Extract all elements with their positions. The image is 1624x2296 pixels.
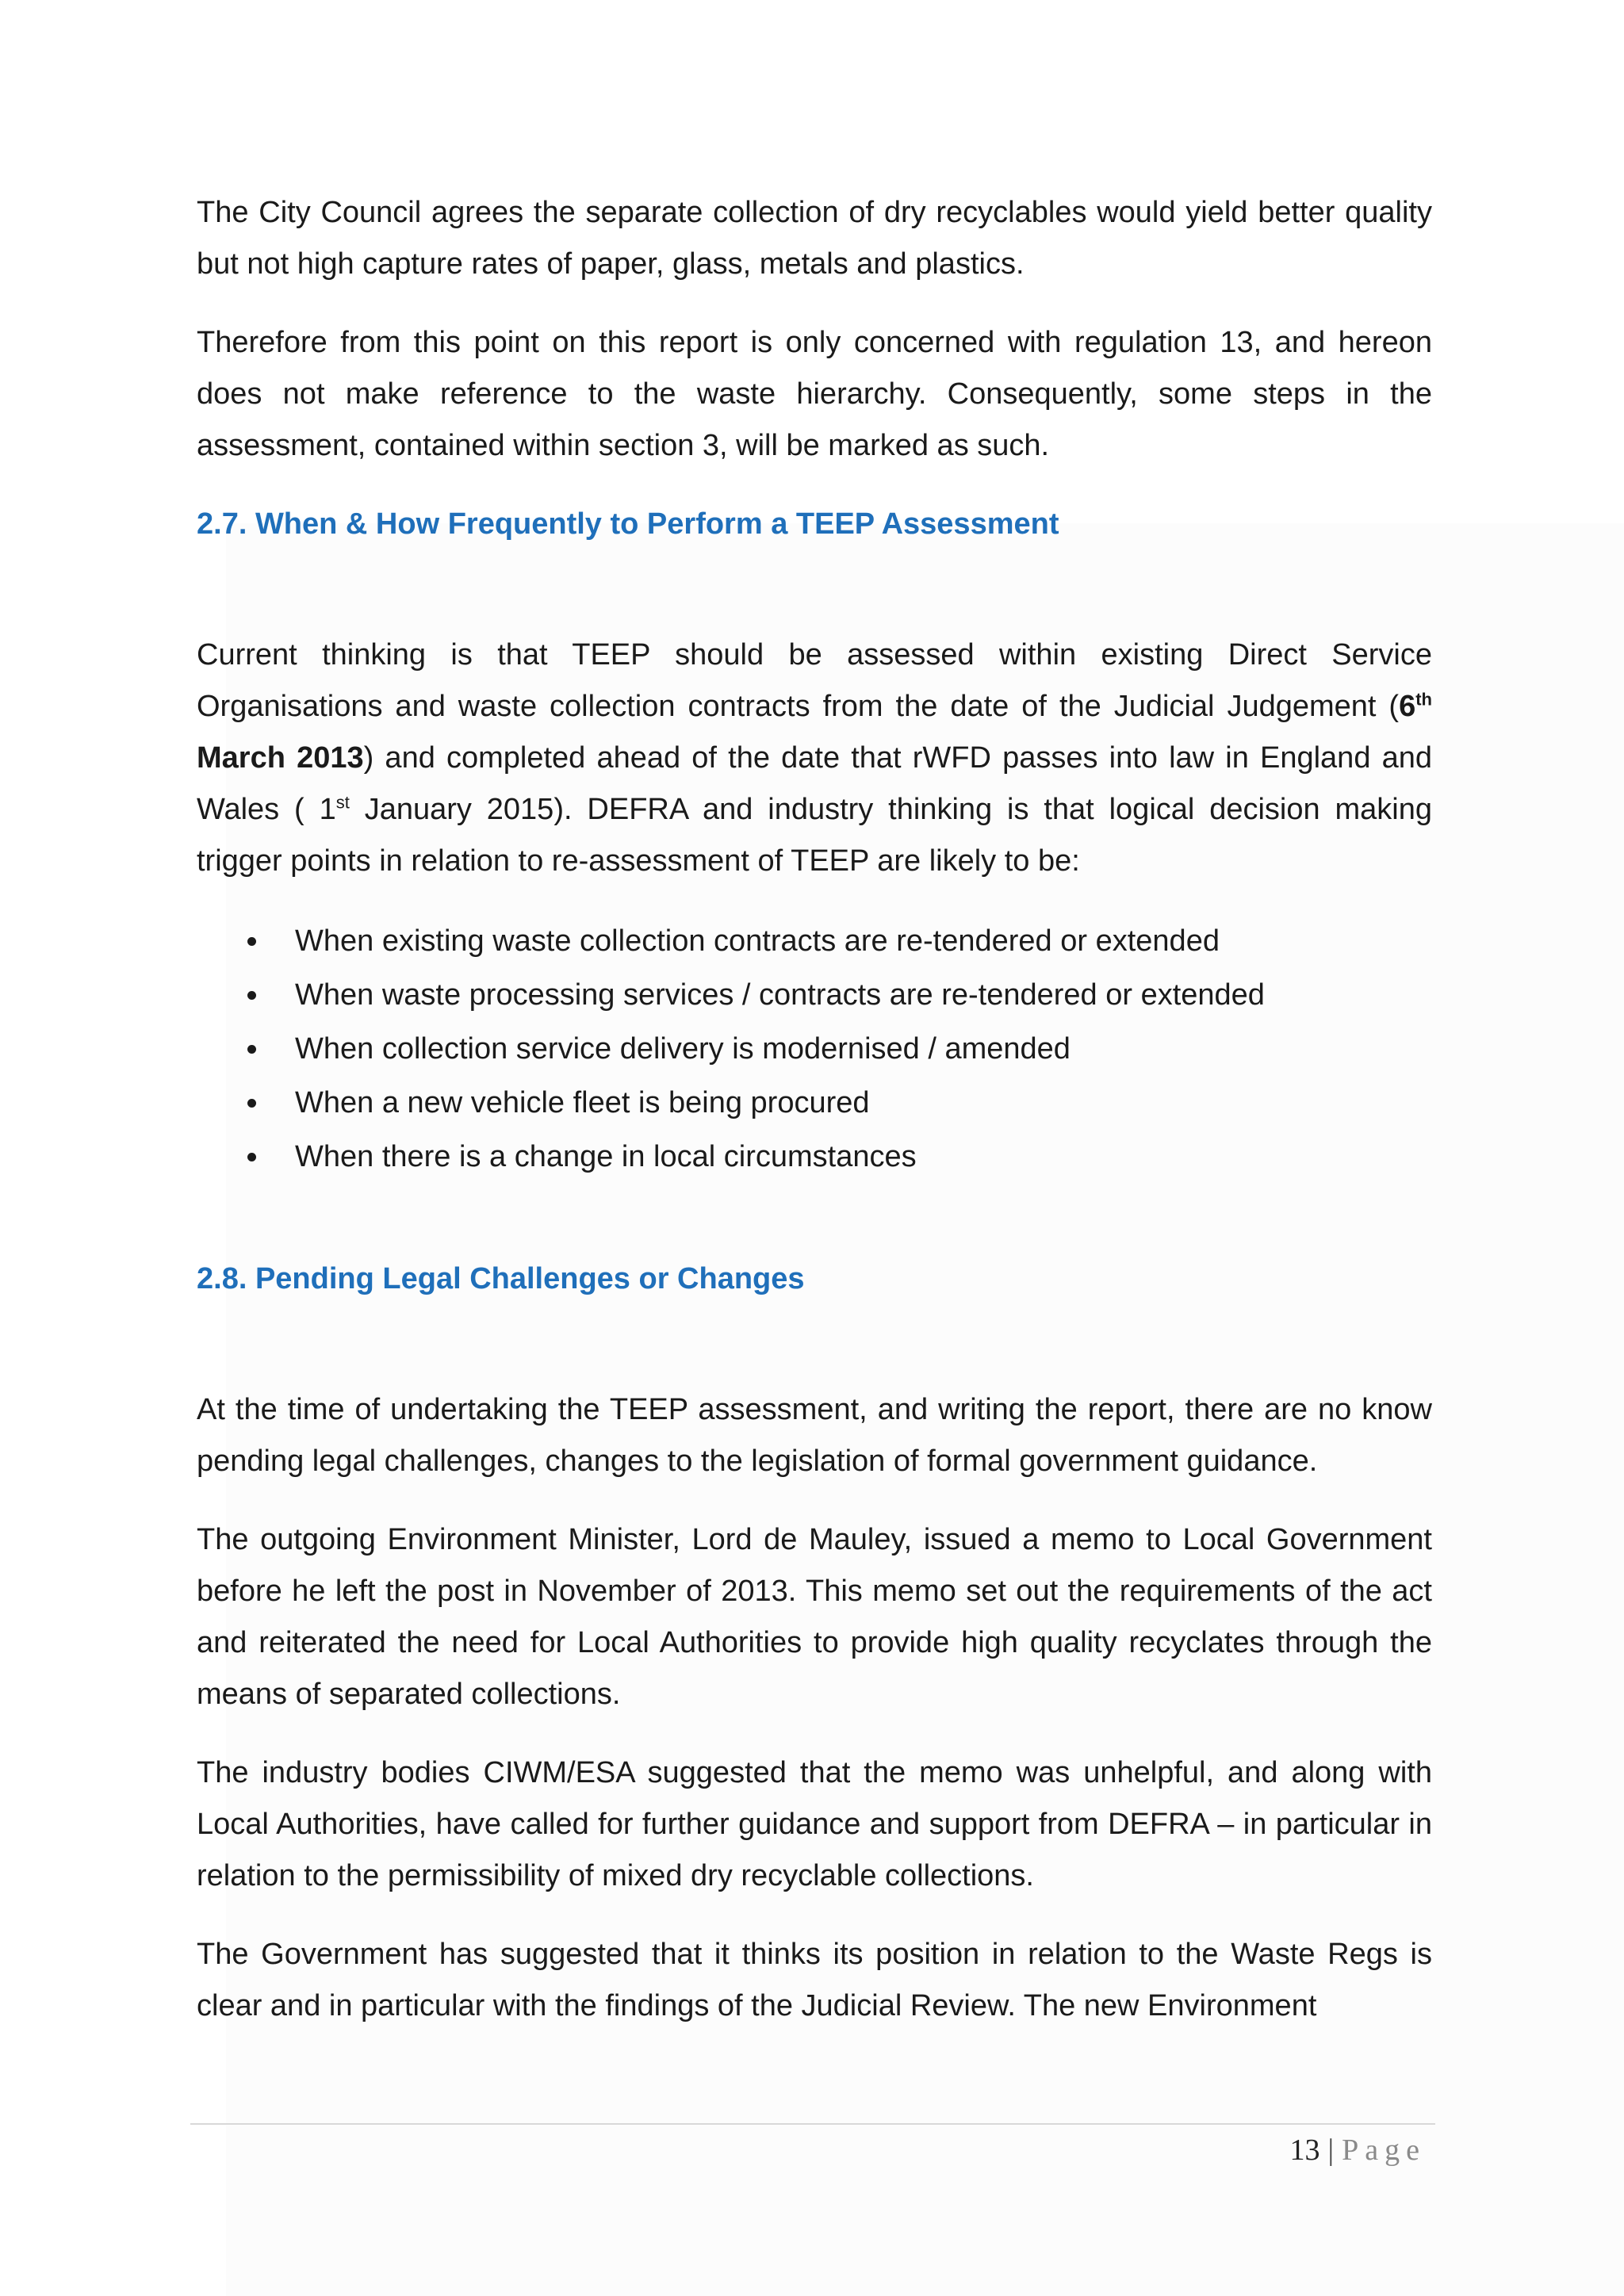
page-label: Page xyxy=(1342,2133,1426,2167)
page-number: 13 xyxy=(1289,2133,1320,2167)
paragraph-government-position: The Government has suggested that it thinks its position in relation to the Waste Regs is clear and in particular with the findings of the Judicial Review. The new Environment xyxy=(197,1938,1432,2022)
section-heading-2-7: 2.7. When & How Frequently to Perform a TEEP Assessment xyxy=(197,507,1059,541)
bullet-icon xyxy=(247,1153,256,1161)
list-item: When existing waste collection contracts are re-tendered or extended xyxy=(197,914,1432,968)
intro-text-3: January 2015). DEFRA and industry thinking is that logical decision making trigger points in relation to re-assessment of TEEP are likely to be: xyxy=(197,793,1433,878)
bullet-icon xyxy=(247,937,256,946)
page-footer xyxy=(1290,2126,1426,2174)
ordinal-suffix: st xyxy=(335,792,350,813)
trigger-points-list xyxy=(197,914,1432,1184)
intro-text-1: Current thinking is that TEEP should be assessed within existing Direct Service Organisations and waste collection contracts from the date of the Judicial Judgement ( xyxy=(197,638,1432,723)
section-heading-2-8: 2.8. Pending Legal Challenges or Changes xyxy=(197,1262,805,1295)
judgement-date: 6th March 2013 xyxy=(197,689,1432,775)
paragraph-industry-bodies: The industry bodies CIWM/ESA suggested that the memo was unhelpful, and along with Local Authorities, have called for further guidance and support from DEFRA – in particular in relation to the permissibility of mixed dry recyclable collections. xyxy=(197,1756,1432,1892)
paragraph-council-agrees: The City Council agrees the separate collection of dry recyclables would yield better quality but not high capture rates of paper, glass, metals and plastics. xyxy=(197,196,1432,281)
paragraph-regulation-13: Therefore from this point on this report is only concerned with regulation 13, and hereon does not make reference to the waste hierarchy. Consequently, some steps in the assessment, contained within section 3, will be marked as such. xyxy=(197,326,1432,462)
bullet-icon xyxy=(247,1099,256,1108)
list-item: When waste processing services / contracts are re-tendered or extended xyxy=(197,968,1432,1022)
paragraph-outgoing-minister: The outgoing Environment Minister, Lord de Mauley, issued a memo to Local Government before he left the post in November of 2013. This memo set out the requirements of the act and reiterated the need for Local Authorities to provide high quality recyclates through the means of separated collections. xyxy=(197,1523,1432,1711)
footer-separator: | xyxy=(1327,2133,1335,2167)
list-item: When there is a change in local circumstances xyxy=(197,1130,1432,1184)
footer-divider xyxy=(190,2123,1435,2125)
paragraph-no-legal-challenges: At the time of undertaking the TEEP assessment, and writing the report, there are no know pending legal challenges, changes to the legislation of formal government guidance. xyxy=(197,1393,1432,1478)
list-item: When collection service delivery is modernised / amended xyxy=(197,1022,1432,1076)
paragraph-current-thinking xyxy=(197,629,1432,887)
page-content xyxy=(197,187,1432,2059)
bullet-icon xyxy=(247,991,256,1000)
bullet-icon xyxy=(247,1045,256,1054)
intro-text-2: ) and completed ahead of the date that rWFD passes into law in England and Wales ( 1 xyxy=(197,741,1433,826)
list-item: When a new vehicle fleet is being procured xyxy=(197,1076,1432,1130)
